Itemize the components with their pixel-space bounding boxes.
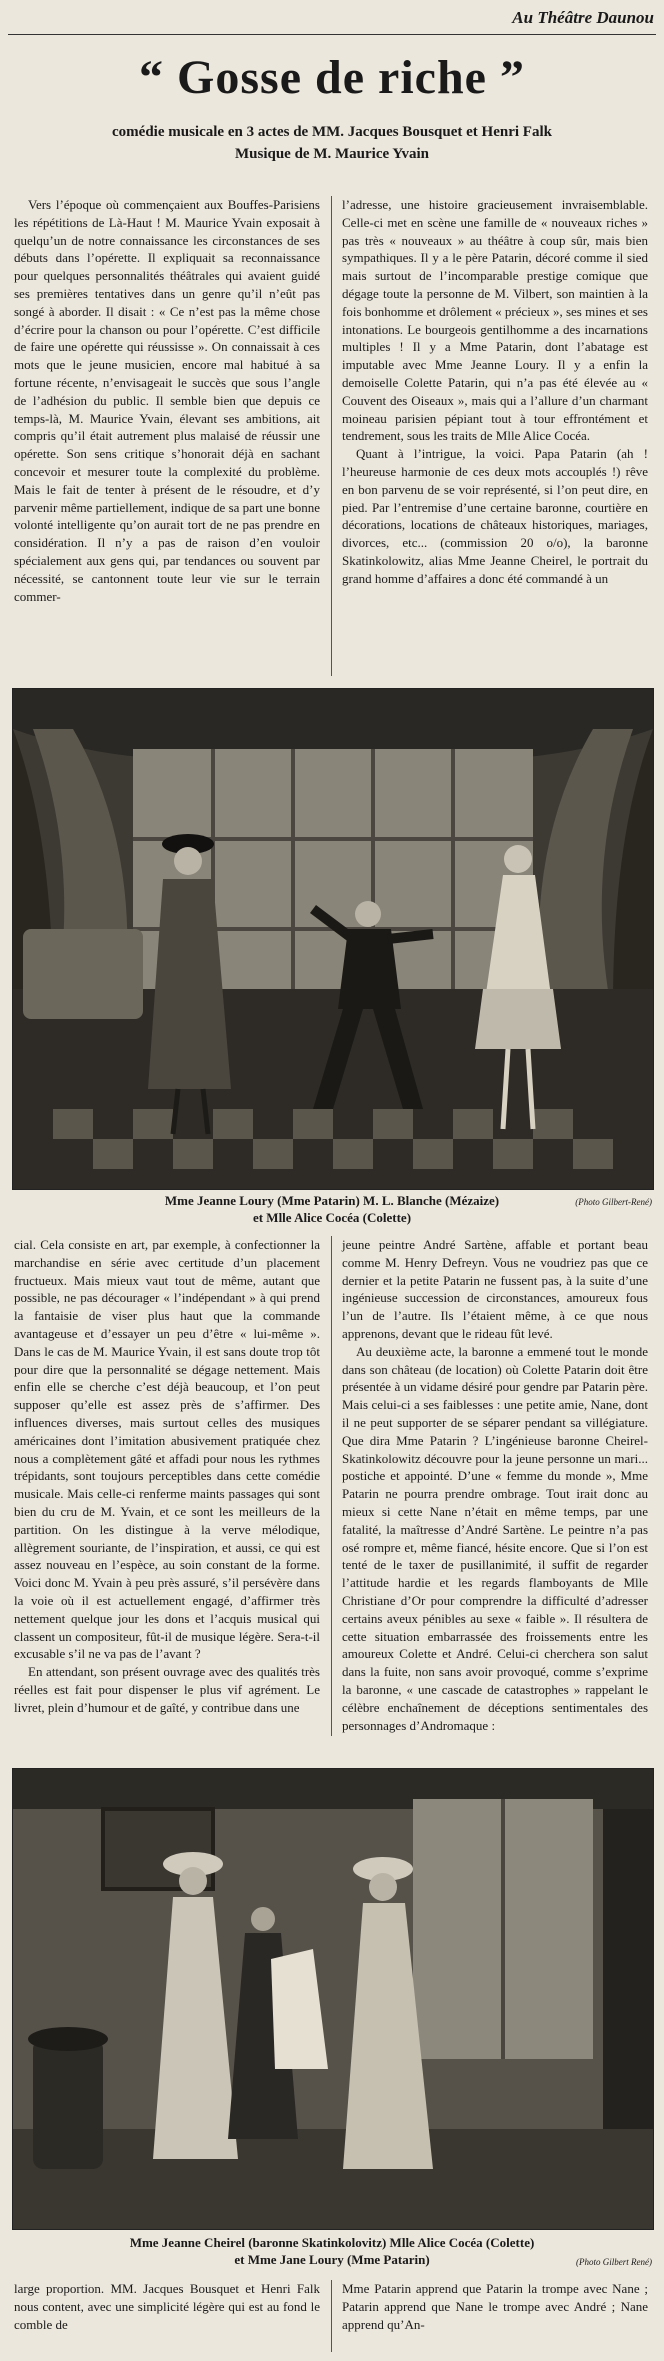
stage-photo-1 [12, 688, 654, 1190]
column-left-2 [14, 1236, 320, 1717]
stage-photo-2-illustration [13, 1769, 653, 2229]
column-left-3 [14, 2280, 320, 2333]
paragraph: l’adresse, une histoire gracieusement invraisemblable. Celle-ci met en scène une famille de « nouveaux riches » pas très « nouveaux » au théâtre à coup sûr, mais bien sympathiques. Il y a le père Patarin, décoré comme il sied mais surtout de l’incomparable prestige comique que dégage toute la personne de M. Vilbert, son maintien à la fois bonhomme et drôlement « précieux », ses mines et ses intonations. Le bourgeois gentilhomme a des incarnations multiples ! Il y a Mme Patarin, dont l’abatage est imputable avec Mme Jeanne Loury. Il y a enfin la demoiselle Colette Patarin, qui n’a pas été élevée au « Couvent des Oiseaux », mais qui a l’allure d’un charmant moineau parisien pépiant tout à tour effrontément et tendrement, sous les traits de Mlle Alice Cocéa. [342, 197, 648, 444]
stage-photo-1-illustration [13, 689, 653, 1189]
column-left-1 [14, 196, 320, 605]
photo-1-caption-line-1: Mme Jeanne Loury (Mme Patarin) M. L. Blanche (Mézaize) [164, 1193, 500, 1208]
column-right-2 [342, 1236, 648, 1734]
header-rule [8, 34, 656, 35]
section-rubric: Au Théâtre Daunou [512, 8, 654, 27]
column-divider [331, 196, 332, 676]
column-divider [331, 1236, 332, 1736]
paragraph: Quant à l’intrigue, la voici. Papa Patarin (ah ! l’heureuse harmonie de ces deux mots accouplés !) rêve en bon parvenu de se voir représenté, si l’on peut dire, en pied. Par l’entremise d’une certaine baronne, courtière en décorations, locations de châteaux historiques, mariages, divorces, etc... (commission 20 o/o), la baronne Skatinkolowitz, alias Mme Jeanne Cheirel, le portrait du grand homme d’affaires a donc été commandé à un [342, 446, 648, 586]
article-subtitle: comédie musicale en 3 actes de MM. Jacques Bousquet et Henri Falk [112, 124, 552, 140]
photo-1-caption-line-2: et Mlle Alice Cocéa (Colette) [252, 1210, 412, 1225]
column-divider [331, 2280, 332, 2352]
paragraph: jeune peintre André Sartène, affable et portant beau comme M. Henry Defreyn. Vous ne voudriez pas que ce dernier et la petite Patarin ne fussent pas, à la suite d’une ingénieuse succession de circonstances, amoureux fous l’un de l’autre. Ils l’étaient même, à ce que nous apprenons, devant que le rideau fût levé. [342, 1237, 648, 1341]
article-title: “ Gosse de riche ” [139, 51, 525, 104]
paragraph: En attendant, son présent ouvrage avec des qualités très réelles est fait pour dispenser le plus vif agrément. Le livret, plein d’humour et de gaîté, y contribue dans une [14, 1664, 320, 1715]
photo-1-credit: (Photo Gilbert-René) [575, 1197, 652, 1207]
photo-2-credit: (Photo Gilbert René) [576, 2257, 652, 2267]
paragraph: Mme Patarin apprend que Patarin la trompe avec Nane ; Patarin apprend que Nane le trompe avec André ; Nane apprend qu’An- [342, 2281, 648, 2332]
stage-photo-2 [12, 1768, 654, 2230]
paragraph: large proportion. MM. Jacques Bousquet et Henri Falk nous content, avec une simplicité légère qui est au fond le comble de [14, 2281, 320, 2332]
paragraph: Au deuxième acte, la baronne a emmené tout le monde dans son château (de location) où Colette Patarin doit être présentée à un vidame désiré pour gendre par Patarin père. Mais celui-ci a ses faiblesses : une petite amie, Nane, dont il ne peut supporter de se séparer pendant sa villégiature. Que dira Mme Patarin ? L’ingénieuse baronne Cheirel-Skatinkolowitz découvre pour la jeune personne un mari... postiche et appointé. D’une « femme du monde », Mme Patarin ne pourra prendre ombrage. Tout irait donc au mieux si cette Nane n’était en même temps, par une fatalité, la maîtresse d’André Sartène. Le peintre n’a pas osé rompre et, même fiancé, hésite encore. Que si l’on est tenté de le taxer de pusillanimité, il suffit de regarder l’attitude hardie et les regards flamboyants de Mlle Christiane d’Or pour comprendre la difficulté d’adresser certains aveux pénibles au sexe « faible ». Il résultera de cette situation embarrassée des froissements entre les amoureux Colette et André. Celui-ci cherchera son salut dans la fuite, non sans avoir provoqué, comme s’exprime la baronne, « une cascade de catastrophes » rappelant le célèbre enchaînement de déceptions sentimentales des personnages d’Andromaque : [342, 1343, 648, 1733]
column-right-3 [342, 2280, 648, 2333]
paragraph: cial. Cela consiste en art, par exemple, à confectionner la marchandise en série avec certitude d’un placement fructueux. Mais mieux vaut tout de même, autant que possible, ne pas décourager « l’indépendant » à qui prend la fantaisie de viser plus haut que la commande avantageuse et d’essayer un peu d’être « lui-même ». Dans le cas de M. Maurice Yvain, il est sans doute trop tôt pour dire que la personnalité se dégage nettement. Mais enfin elle se cherche c’est déjà beaucoup, et l’on peut supposer qu’elle est assez près de s’affirmer. Des influences diverses, mais surtout celles des musiques américaines dont l’imitation abusivement pratiquée chez nous a complètement gâté et affadi pour nous les rythmes trépidants, sont toujours perceptibles dans cette comédie musicale. Mais celle-ci renferme maints passages qui sont bien du cru de M. Yvain, et ce sont les meilleurs de la partition. On les distingue à la verve mélodique, allègrement souriante, de l’inspiration, et aussi, ce qui est assez nouveau en l’espèce, au soin constant de la forme. Voici donc M. Yvain à peu près assuré, s’il persévère dans la voie où il est actuellement engagé, d’affirmer très nettement quelque jour les dons et l’acquis musical qui classent un compositeur, fût-il de musique légère. Sera-t-il excusable s’il ne va pas de l’avant ? [14, 1237, 320, 1662]
column-right-1 [342, 196, 648, 588]
photo-2-caption-line-2: et Mme Jane Loury (Mme Patarin) [234, 2252, 430, 2267]
article-music-credit: Musique de M. Maurice Yvain [234, 146, 430, 162]
photo-2-caption-line-1: Mme Jeanne Cheirel (baronne Skatinkolovitz) Mlle Alice Cocéa (Colette) [129, 2235, 535, 2250]
paragraph: Vers l’époque où commençaient aux Bouffes-Parisiens les répétitions de Là-Haut ! M. Maurice Yvain exposait à quelqu’un de notre connaissance les circonstances de ses débuts dans l’opérette. Il expliquait sa reconnaissance pour quelques personnalités théâtrales qui avaient guidé ses premières tentatives dans un genre qu’il n’eût pas songé à aborder. Il disait : « Ce n’est pas la même chose d’écrire pour la chanson ou pour l’opérette. C’est difficile de faire une opérette qui réussisse ». On connaissait à ces mots que le jeune musicien, encore mal habitué à sa fortune récente, n’envisageait le succès que sous l’angle de l’adhésion du public. Il semble bien que depuis ce temps-là, M. Maurice Yvain, élevant ses ambitions, ait compris qu’il était autrement plus malaisé de réussir une opérette. Son sens critique s’honorait déjà en sachant concevoir et mesurer toute la complexité du problème. Mais le fait de tenter à présent de le résoudre, et d’y parvenir même partiellement, indique de sa part une bonne volonté intelligente qu’on aurait tort de ne pas prendre en considération. Il n’y a pas de raison d’en vouloir spécialement aux gens qui, par tendances ou souvent par nécessité, se cantonnent toute leur vie sur le terrain commer- [14, 197, 320, 604]
